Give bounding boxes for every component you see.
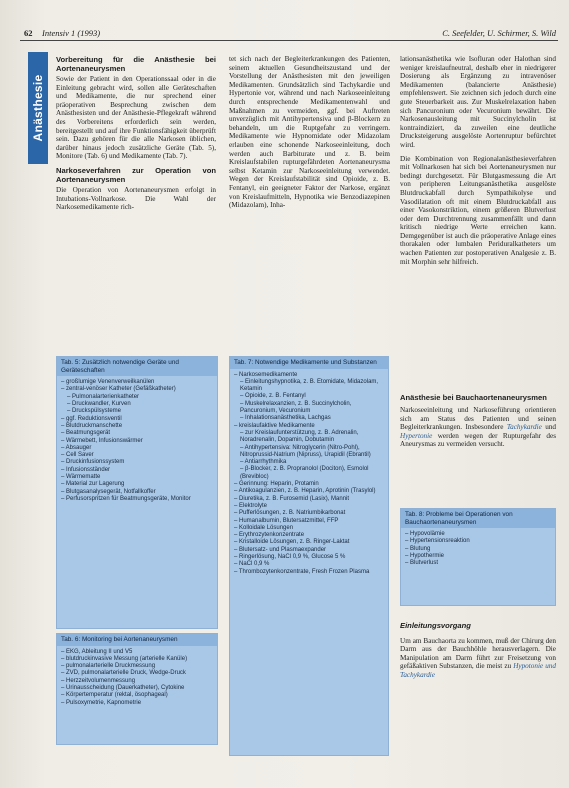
list-item: – Hypovolämie <box>405 531 445 538</box>
list-item: – Material zur Lagerung <box>61 481 125 488</box>
list-item: – kreislaufaktive Medikamente <box>234 422 315 429</box>
list-item: – Gerinnung: Heparin, Protamin <box>234 481 319 488</box>
list-item: – β-Blocker, z. B. Propranolol (Dociton), Esmolol (Brevibloc) <box>240 466 369 480</box>
list-item: – Blutdruckmanschette <box>61 422 123 429</box>
table-8-box <box>400 508 556 606</box>
heading-anesthesia-method: Narkoseverfahren zur Operation von Aortenaneurysmen <box>56 165 216 184</box>
journal-title: Intensiv 1 (1993) <box>42 28 101 38</box>
list-item: – Kristalloide Lösungen, z. B. Ringer-Laktat <box>234 539 350 546</box>
heading-preparation: Vorbereitung für die Anästhesie bei Aortenaneurysmen <box>56 55 216 73</box>
table-7-box <box>229 356 389 756</box>
list-item: – ggf. Reduktionsventil <box>61 415 122 422</box>
list-item: – Elektrolyte <box>234 502 268 509</box>
list-item: – Absauger <box>61 444 92 451</box>
list-item: – Blutersatz- und Plasmaexpander <box>234 546 327 553</box>
list-item: – zur Kreislaufunterstützung, z. B. Adrenalin, Noradrenalin, Dopamin, Dobutamin <box>240 429 359 444</box>
list-item: – Perfusorspritzen für Beatmungsgeräte, Monitor <box>61 495 191 502</box>
table-8-title: Tab. 8: Probleme bei Operationen von Bauchaortenaneurysmen <box>401 509 555 528</box>
list-item: – Antikoagulanzien, z. B. Heparin, Aprotinin (Trasylol) <box>234 488 376 495</box>
table-6-title: Tab. 6: Monitoring bei Aortenaneurysmen <box>57 634 217 646</box>
emphasis: Hypotonie und Tachykardie <box>400 662 556 679</box>
table-5-list <box>57 376 217 506</box>
paragraph: Sowie der Patient in den Operationssaal oder in die Einleitung gebracht wird, sollen alle Geräteschaften und Medikamente, die nur sprechend einer präoperativen Besprechung zwischen dem Anästhesisten und der Anästhesie-Pflegekraft während des Vorbereitens erforderlich sein werden, bereitgestellt und auf ihre Funktionsfähigkeit überprüft sein. Dazu gehören für die alle Narkosen üblichen, darüber hinaus jedoch zusätzliche Geräte (Tab. 5), Monitore (Tab. 6) und Medikamente (Tab. 7). <box>56 75 216 161</box>
list-item: – NaCl 0,9 % <box>234 561 270 568</box>
list-item: – pulmonalarterielle Druckmessung <box>61 663 156 670</box>
list-item: – Herzzeitvolumenmessung <box>61 677 136 684</box>
list-item: – Druckinfusionssystem <box>61 459 125 466</box>
paragraph <box>400 637 556 680</box>
list-item: – ZVD, pulmonalarterielle Druck, Wedge-Druck <box>61 670 186 677</box>
emphasis: Hypertonie <box>400 431 433 440</box>
list-item: – Muskelrelaxanzien, z. B. Succinylcholin, Pancuronium, Vecuronium <box>240 400 352 415</box>
column-1 <box>56 55 216 217</box>
list-item: – blutdruckinvasive Messung (arterielle Kanüle) <box>61 655 188 662</box>
list-item: – zentral-venöser Katheter (Gefäßkatheter) <box>61 386 176 393</box>
list-item: – Humanalbumin, Blutersatzmittel, FFP <box>234 517 339 524</box>
list-item: – Erythrozytenkonzentrate <box>234 532 305 539</box>
list-item: – Cell Saver <box>61 452 94 459</box>
list-item: – großlumige Venenverweilkanülen <box>61 379 155 386</box>
list-item: – Blutverlust <box>405 560 439 567</box>
list-item: – Beatmungsgerät <box>61 430 111 437</box>
section-tab <box>28 52 48 164</box>
paragraph: tet sich nach der Begleiterkrankungen des Patienten, seinem aktuellen Gesundheitszustand und der Vorstellung der Anästhesisten mit den jeweiligen Medikamenten. Grundsätzlich sind Tachykardie und Hypertonie vor, während und nach Narkoseeinleitung durch entsprechende Medikamentenwahl und Maßnahmen zu vermeiden, ggf. bei Auftreten unverzüglich mit Antihypertensiva und β-Blockern zu behandeln, um die Ruptgefahr zu verringern. Medikamente wie Hypnomidate oder Midazolam erlauben eine schonende Narkoseeinleitung, doch werden auch Barbiturate und z. B. beim Kreislaufstabilen rupturgefährdeten Aortenaneurysma selbst Ketamin zur Narkoseeinleitung verwendet. Wegen der Kreislaufstabilität sind Opioide, z. B. Fentanyl, ein geeigneter Faktor der Narkose, ergänzt von Kreislaufmitteln, Hypnotika wie Benzodiazepinen (Midazolam), Inha- <box>229 55 390 210</box>
text-run: Narkoseeinleitung und Narkoseführung orientieren sich am Status des Patienten und seinen Begleiterkrankungen. Insbesondere <box>400 406 556 432</box>
paragraph <box>400 406 556 449</box>
heading-abdominal-aneurysm: Anästhesie bei Bauchaortenaneurysmen <box>400 393 547 402</box>
article-authors: C. Seefelder, U. Schirmer, S. Wild <box>442 28 556 38</box>
table-5-box <box>56 356 218 629</box>
paragraph: lationsanästhetika wie Isofluran oder Halothan sind weniger kreislaufneutral, deshalb eher in niedrigerer Dosierung als Ergänzung zu intravenöser Medikamenten (balancierte Anästhesie) empfehlenswert. Sie zeichnen sich jedoch durch eine gute Steuerbarkeit aus. Zur Muskelrelaxation haben sich Pancuronium oder Vecuronium bewährt. Die Narkosenausleitung mit Succinylcholin ist kontraindiziert, da zuweilen eine deutliche Drucksteigerung ausgelöste Aortenruptur befürchtet wird. <box>400 55 556 149</box>
list-item: – Druckwandler, Kurven <box>67 401 131 408</box>
text-run: Um am Bauchaorta zu kommen, muß der Chirurg den Darm aus der Bauchhöhle herausverlagern. Die Manipulation am Darm führt zur Freisetzung von gefäßaktiven Substanzen, die meist zu <box>400 636 556 671</box>
list-item: – Pulsoxymetrie, Kapnometrie <box>61 699 142 706</box>
list-item: – Ringerlösung, NaCl 0,9 %, Glucose 5 % <box>234 554 346 561</box>
list-item: – Thrombozytenkonzentrate, Fresh Frozen Plasma <box>234 568 370 575</box>
list-item: – Druckspülsysteme <box>67 408 122 415</box>
list-item: – Körpertemperatur (rektal, ösophageal) <box>61 692 168 699</box>
list-item: – Inhalationsanästhetika, Lachgas <box>240 415 331 422</box>
text-run: und <box>541 423 556 432</box>
page-header <box>20 26 560 40</box>
column-2 <box>229 55 390 215</box>
list-item: – Hypertensionsreaktion <box>405 538 470 545</box>
list-item: – Antiarrhythmika <box>240 459 287 466</box>
table-6-list <box>57 646 217 710</box>
heading-induction: Einleitungsvorgang <box>400 621 471 630</box>
table-7-list <box>230 369 388 579</box>
list-item: – Narkosemedikamente <box>234 371 298 378</box>
list-item: – EKG, Ableitung II und V5 <box>61 648 133 655</box>
list-item: – Kolloidale Lösungen <box>234 524 294 531</box>
list-item: – Pufferlösungen, z. B. Natriumbikarbonat <box>234 510 346 517</box>
list-item: – Hypothermie <box>405 553 445 560</box>
section-induction <box>400 622 556 680</box>
table-5-title: Tab. 5: Zusätzlich notwendige Geräte und Geräteschaften <box>57 357 217 376</box>
paragraph: Die Operation von Aortenaneurysmen erfolgt in Intubations-Vollnarkose. Die Wahl der Narkosemedikamente rich- <box>56 185 216 212</box>
section-abdominal-aneurysm <box>400 393 556 449</box>
list-item: – Blutgasanalysegerät, Notfallkoffer <box>61 488 156 495</box>
column-3 <box>400 55 556 271</box>
emphasis: Tachykardie <box>506 423 542 432</box>
table-8-list <box>401 528 555 570</box>
list-item: – Opioide, z. B. Fentanyl <box>240 393 306 400</box>
table-6-box <box>56 633 218 745</box>
list-item: – Wärmematte <box>61 474 101 481</box>
header-rule <box>20 40 558 41</box>
list-item: – Urinausscheidung (Dauerkatheter), Cytokine <box>61 685 185 692</box>
text-run: werden wegen der Rupturgefahr des Aneurysmas zu vermeiden versucht. <box>400 431 556 449</box>
list-item: – Einleitungshypnotika, z. B. Etomidate, Midazolam, Ketamin <box>240 378 379 393</box>
paragraph: Die Kombination von Regionalanästhesieverfahren mit Vollnarkosen hat sich bei Aortenaneurysmen nur bedingt durchgesetzt. Für Blutgasmessung die Art von peripheren Leitungsanästhetika ausgelöste Blutdruckabfall durch Sympathikolyse und Vasodilatation oft mit einem Blutdruckabfall aus einer Vasokonstriktion, einem größeren Blutverlust oder dem Durchtrennung zusammenfällt und dann kritisch niedrige Werte erreichen kann. Demgegenüber ist auch die präoperative Anlage eines thorakalen oder lumbalen Periduralkatheters um wachen Patienten zur postoperativen Analgesie z. B. mit Morphin sehr hilfreich. <box>400 154 556 266</box>
list-item: – Blutung <box>405 545 431 552</box>
list-item: – Infusionsständer <box>61 466 111 473</box>
list-item: – Diuretika, z. B. Furosemid (Lasix), Mannit <box>234 495 350 502</box>
list-item: – Antihypertensiva: Nitroglycerin (Nitro-Pohl), Nitroprussid-Natrium (Nipruss), Urapidil (Ebrantil) <box>240 444 371 458</box>
page-number: 62 <box>24 28 33 38</box>
section-tab-label: Anästhesie <box>31 74 45 142</box>
list-item: – Wärmebett, Infusionswärmer <box>61 437 143 444</box>
list-item: – Pulmonalarterienkatheter <box>67 393 140 400</box>
table-7-title: Tab. 7: Notwendige Medikamente und Substanzen <box>230 357 388 369</box>
